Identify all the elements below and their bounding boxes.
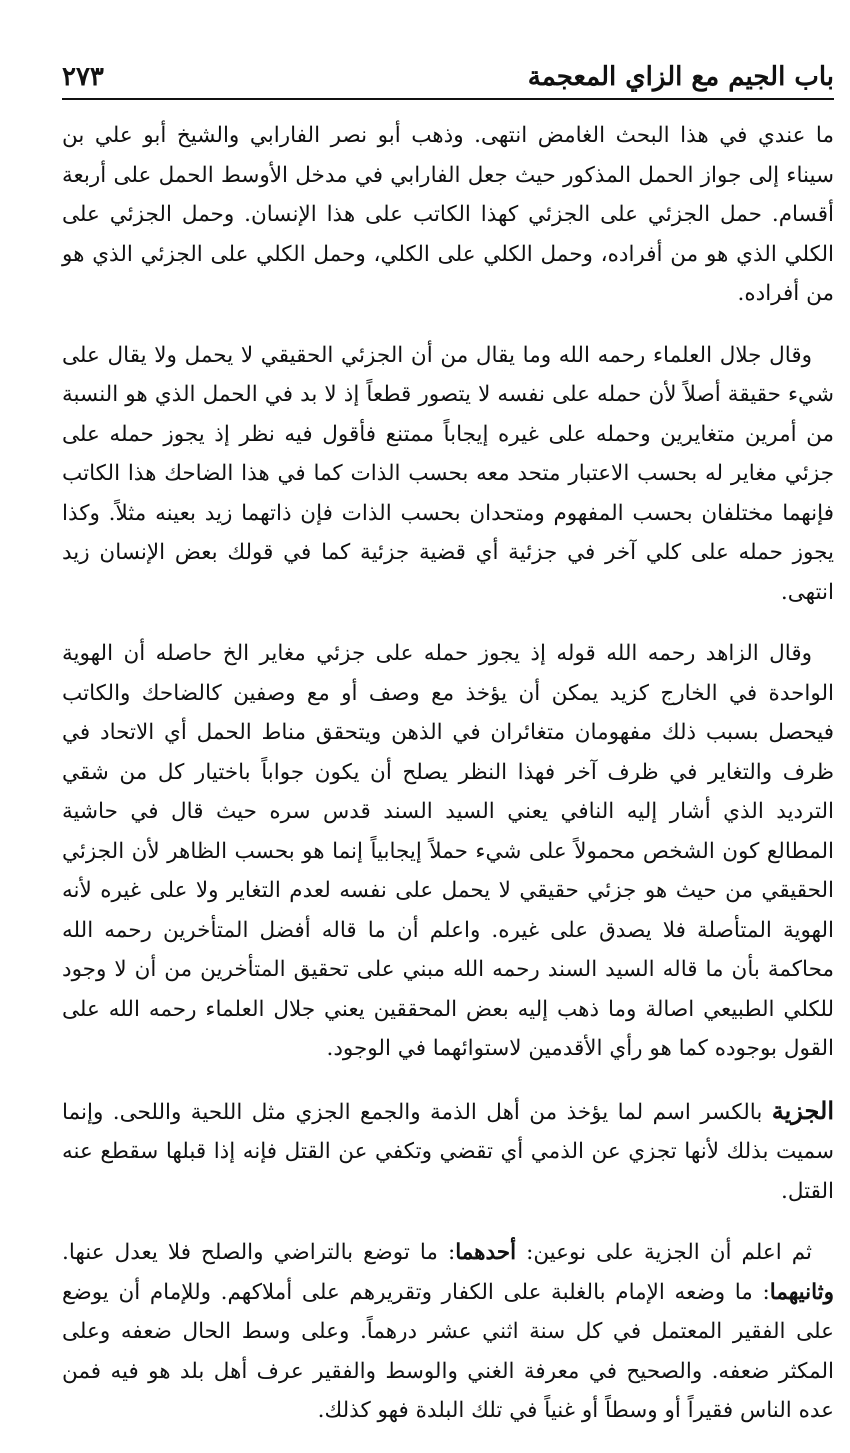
paragraph (62, 116, 834, 314)
entry-headword: الجزية (771, 1095, 834, 1125)
paragraph (62, 1233, 834, 1431)
paragraph (62, 336, 834, 613)
dictionary-entry (62, 1091, 834, 1212)
paragraph-text: وقال الزاهد رحمه الله قوله إذ يجوز حمله على جزئي مغاير الخ حاصله أن الهوية الواحدة في الخارج كزيد يمكن أن يؤخذ مع وصف أو مع وصفين كالضاحك والكاتب فيحصل بسبب ذلك مفهومان متغائران في الذهن ويتحقق مناط الحمل أي الاتحاد في ظرف والتغاير في ظرف آخر فهذا النظر يصلح أن يكون جواباً باختيار كل من شقي الترديد الذي أشار إليه النافي يعني السيد السند قدس سره حيث قال في حاشية المطالع كون الشخص محمولاً على شيء حملاً إيجابياً إنما هو بحسب الظاهر لأن الجزئي الحقيقي من حيث هو جزئي حقيقي لا يحمل على نفسه لعدم التغاير ولا على غيره لأنه الهوية المتأصلة فلا يصدق على غيره. واعلم أن ما قاله أفضل المتأخرين رحمه الله محاكمة بأن ما قاله السيد السند رحمه الله مبني على تحقيق المتأخرين من أن لا وجود للكلي الطبيعي اصالة وما ذهب إليه بعض المحققين يعني جلال العلماء رحمه الله على القول بوجوده كما هو رأي الأقدمين لاستوائهما في الوجود. (62, 641, 834, 1061)
paragraph-text-middle: : ما توضع بالتراضي والصلح فلا يعدل عنها. (62, 1240, 456, 1265)
paragraph-text-start: ثم اعلم أن الجزية على نوعين: (516, 1240, 813, 1265)
paragraph-text-end: : ما وضعه الإمام بالغلبة على الكفار وتقريرهم على أملاكهم. وللإمام أن يوضع على الفقير المعتمل في كل سنة اثني عشر درهماً. وعلى وسط الحال ضعفه وعلى المكثر ضعفه. والصحيح في معرفة الغني والوسط والفقير عرف أهل بلد هو فيه فمن عده الناس فقيراً أو وسطاً أو غنياً في تلك البلدة فهو كذلك. (62, 1279, 834, 1423)
bold-term-second: وثانيهما (769, 1279, 834, 1305)
paragraph-text: وقال جلال العلماء رحمه الله وما يقال من أن الجزئي الحقيقي لا يحمل ولا يقال على شيء حقيقة أصلاً لأن حمله على نفسه لا يتصور قطعاً إذ لا بد في الحمل الذي هو النسبة من أمرين متغايرين وحمله على غيره إيجاباً ممتنع فأقول فيه نظر إذ يجوز حمله على جزئي مغاير له بحسب الاعتبار متحد معه بحسب الذات كما في هذا الضاحك هذا الكاتب فإنهما مختلفان بحسب المفهوم ومتحدان بحسب الذات فإن ذاتهما زيد بعينه مثلاً. وكذا يجوز حمله على كلي آخر في جزئية أي قضية جزئية كما في قولك بعض الإنسان زيد انتهى. (62, 342, 834, 605)
book-page (62, 52, 834, 1453)
chapter-title: باب الجيم مع الزاي المعجمة (527, 62, 834, 92)
paragraph-text: ما عندي في هذا البحث الغامض انتهى. وذهب أبو نصر الفارابي والشيخ أبو علي بن سيناء إلى جواز الحمل المذكور حيث جعل الفارابي في مدخل الأوسط الحمل على أربعة أقسام. حمل الجزئي على الجزئي كهذا الكاتب على هذا الإنسان. وحمل الجزئي على الكلي الذي هو من أفراده، وحمل الكلي على الكلي، وحمل الكلي على الجزئي الذي هو من أفراده. (62, 123, 834, 306)
page-header (62, 52, 834, 100)
page-body (62, 116, 834, 1431)
bold-term-first: أحدهما (455, 1240, 517, 1265)
entry-text: بالكسر اسم لما يؤخذ من أهل الذمة والجمع الجزي مثل اللحية واللحى. وإنما سميت بذلك لأنها تجزي عن الذمي أي تقضي وتكفي عن القتل فإنه إذا قبلها سقطع عنه القتل. (62, 1099, 834, 1204)
paragraph (62, 634, 834, 1069)
page-number: ٢٧٣ (62, 62, 104, 92)
